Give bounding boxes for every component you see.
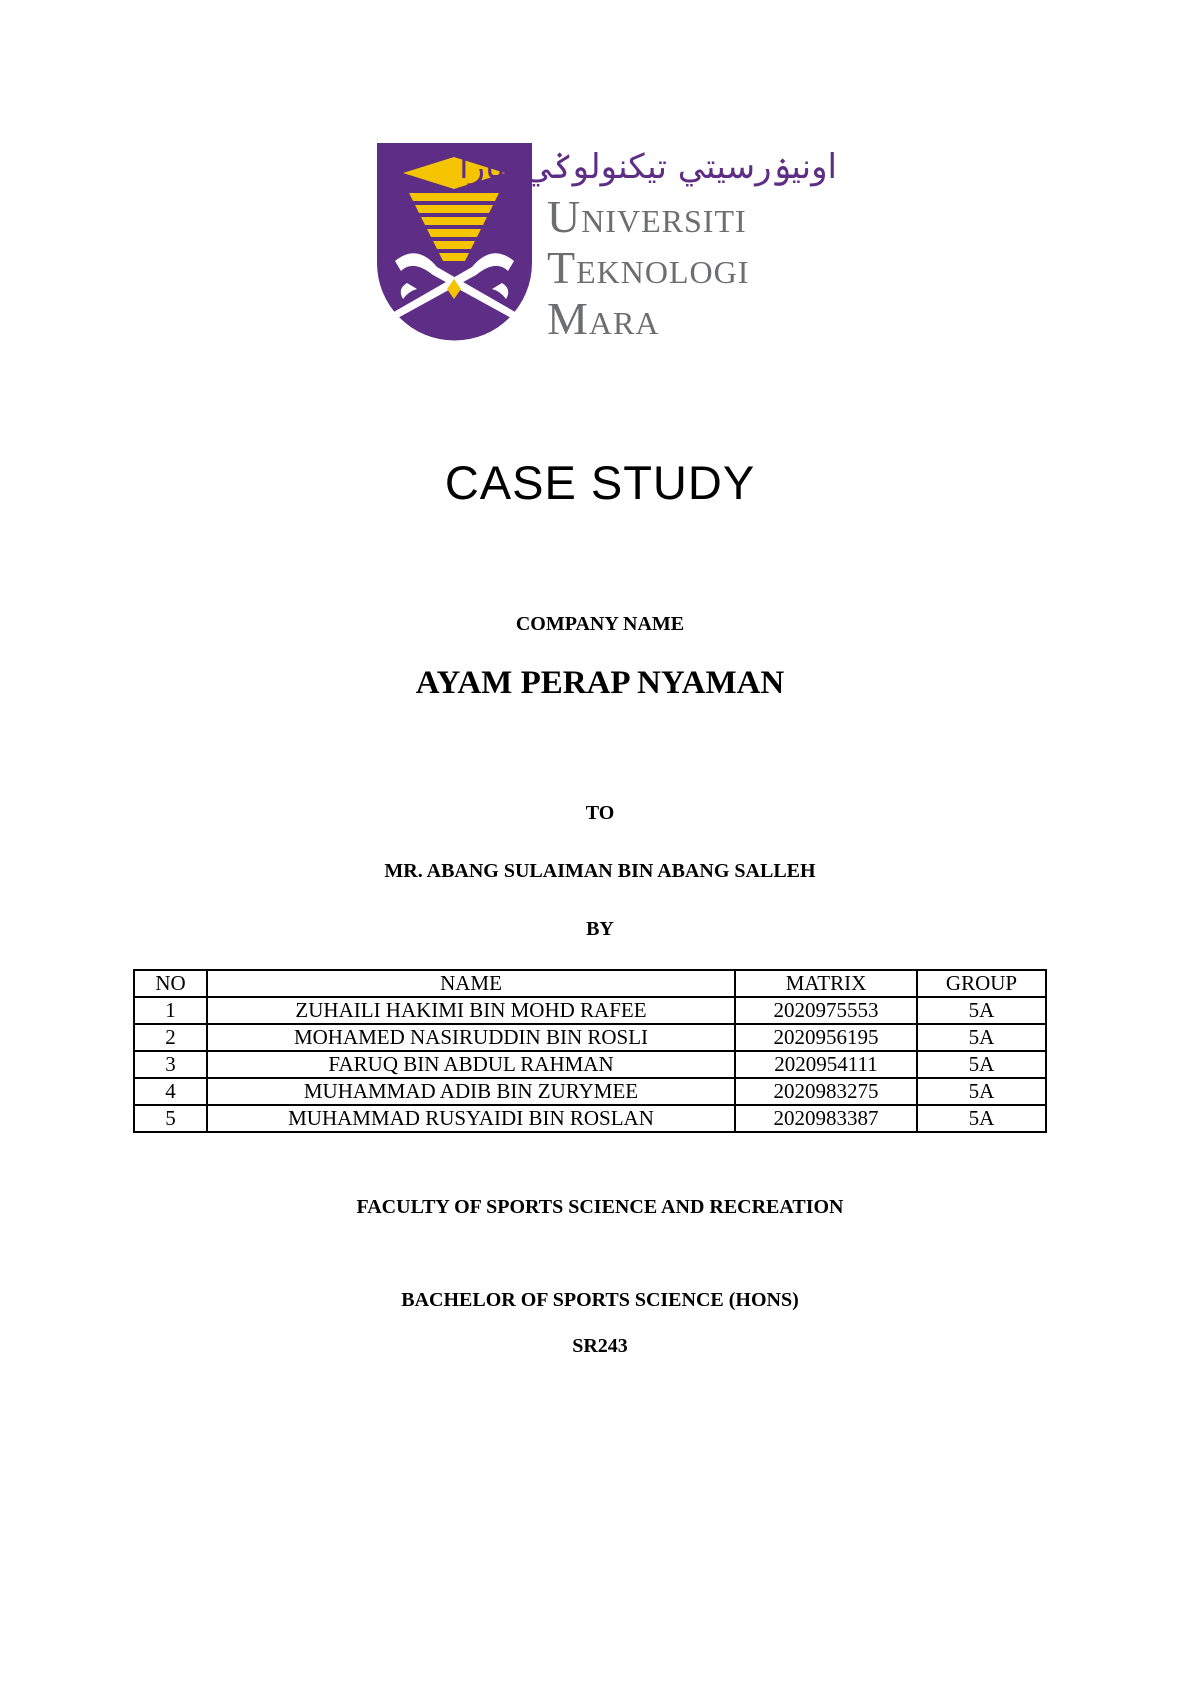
logo-line-teknologi: Teknologi bbox=[547, 242, 750, 293]
logo-line-universiti: Universiti bbox=[547, 191, 747, 242]
cell-matrix: 2020954111 bbox=[735, 1051, 917, 1078]
to-label: TO bbox=[585, 802, 615, 824]
cell-name: ZUHAILI HAKIMI BIN MOHD RAFEE bbox=[207, 997, 735, 1024]
cell-name: MUHAMMAD ADIB BIN ZURYMEE bbox=[207, 1078, 735, 1105]
cell-no: 1 bbox=[134, 997, 207, 1024]
cell-no: 2 bbox=[134, 1024, 207, 1051]
header-group: GROUP bbox=[917, 970, 1046, 997]
cell-name: FARUQ BIN ABDUL RAHMAN bbox=[207, 1051, 735, 1078]
cell-no: 5 bbox=[134, 1105, 207, 1132]
table-row bbox=[134, 1051, 1046, 1078]
cell-matrix: 2020983275 bbox=[735, 1078, 917, 1105]
header-no: NO bbox=[134, 970, 207, 997]
cell-group: 5A bbox=[917, 1024, 1046, 1051]
header-matrix: MATRIX bbox=[735, 970, 917, 997]
cell-matrix: 2020975553 bbox=[735, 997, 917, 1024]
cell-group: 5A bbox=[917, 997, 1046, 1024]
cell-name: MUHAMMAD RUSYAIDI BIN ROSLAN bbox=[207, 1105, 735, 1132]
table-row bbox=[134, 1024, 1046, 1051]
table-row bbox=[134, 1078, 1046, 1105]
cell-group: 5A bbox=[917, 1078, 1046, 1105]
cell-name: MOHAMED NASIRUDDIN BIN ROSLI bbox=[207, 1024, 735, 1051]
logo-line-mara: Mara bbox=[547, 293, 660, 344]
header-name: NAME bbox=[207, 970, 735, 997]
company-name: AYAM PERAP NYAMAN bbox=[415, 665, 785, 701]
document-title: CASE STUDY bbox=[444, 456, 756, 509]
programme-code: SR243 bbox=[572, 1335, 628, 1357]
programme-name: BACHELOR OF SPORTS SCIENCE (HONS) bbox=[401, 1289, 799, 1311]
table-row bbox=[134, 1105, 1046, 1132]
table-header-row bbox=[134, 970, 1046, 997]
members-table bbox=[133, 969, 1047, 1133]
cell-no: 4 bbox=[134, 1078, 207, 1105]
cell-no: 3 bbox=[134, 1051, 207, 1078]
cell-group: 5A bbox=[917, 1105, 1046, 1132]
lecturer-name: MR. ABANG SULAIMAN BIN ABANG SALLEH bbox=[384, 860, 816, 882]
cell-matrix: 2020983387 bbox=[735, 1105, 917, 1132]
company-label: COMPANY NAME bbox=[515, 613, 685, 635]
logo-text bbox=[459, 143, 837, 344]
by-label: BY bbox=[586, 918, 614, 940]
logo-jawi-text: اونيۏرسيتي تيکنولوݢي مارا bbox=[459, 147, 837, 187]
table-row bbox=[134, 997, 1046, 1024]
cell-matrix: 2020956195 bbox=[735, 1024, 917, 1051]
faculty-name: FACULTY OF SPORTS SCIENCE AND RECREATION bbox=[356, 1196, 844, 1218]
university-logo bbox=[377, 143, 837, 343]
cell-group: 5A bbox=[917, 1051, 1046, 1078]
